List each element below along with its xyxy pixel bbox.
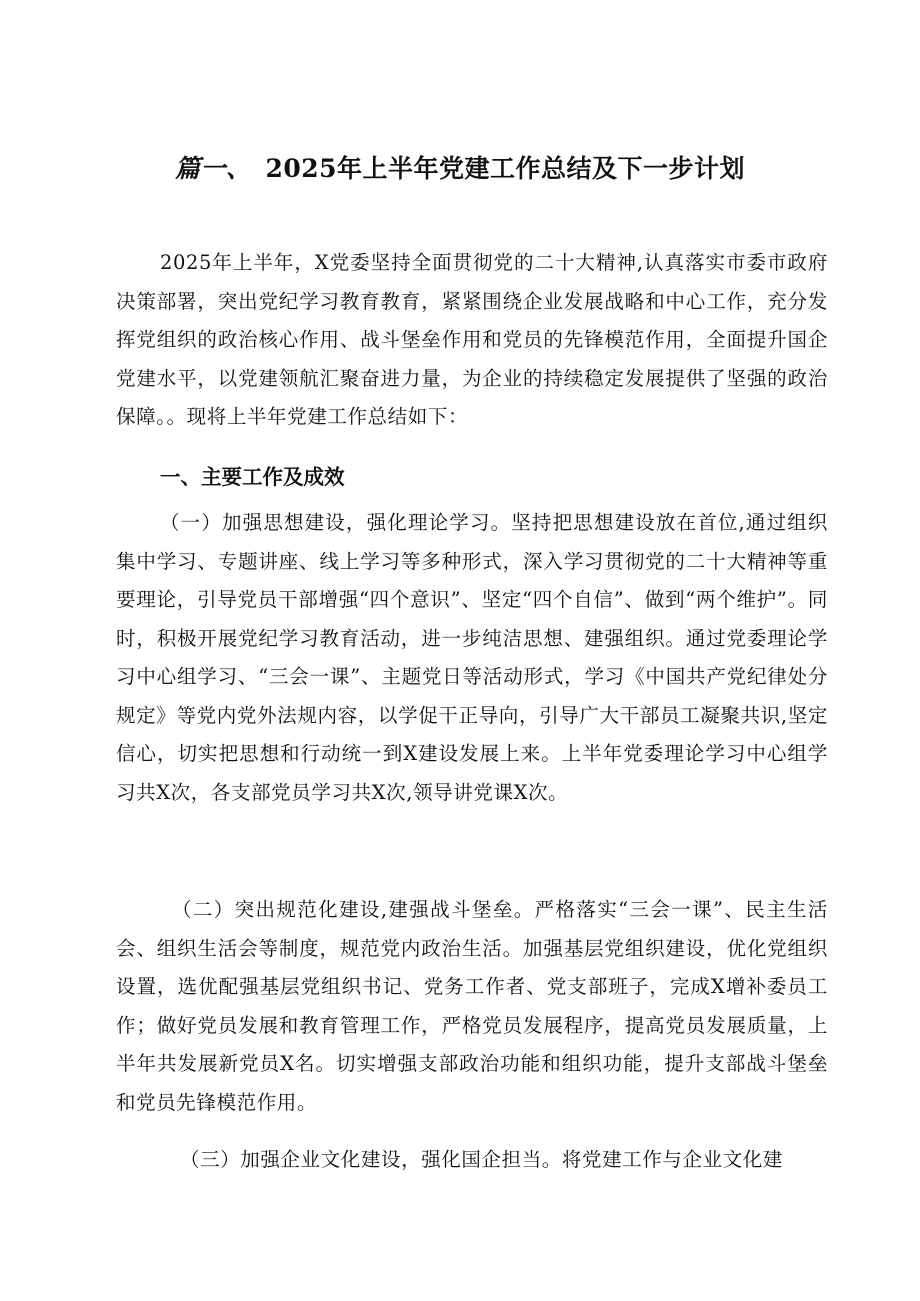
title-text: 2025年上半年党建工作总结及下一步计划 xyxy=(265,154,746,183)
intro-paragraph: 2025年上半年，X党委坚持全面贯彻党的二十大精神,认真落实市委市政府决策部署，突出党纪学习教育教育，紧紧围绕企业发展战略和中心工作，充分发挥党组织的政治核心作用、战斗堡垒作用和党员的先锋模范作用，全面提升国企党建水平，以党建领航汇聚奋进力量，为企业的持续稳定发展提供了坚强的政治保障。。现将上半年党建工作总结如下： xyxy=(116,251,828,428)
document-title xyxy=(0,152,920,186)
paragraph-item-3: （三）加强企业文化建设，强化国企担当。将党建工作与企业文化建 xyxy=(180,1148,784,1171)
paragraph-item-1: （一）加强思想建设，强化理论学习。坚持把思想建设放在首位,通过组织集中学习、专题讲座、线上学习等多种形式，深入学习贯彻党的二十大精神等重要理论，引导党员干部增强“四个意识”、坚定“四个自信”、做到“两个维护”。同时，积极开展党纪学习教育活动，进一步纯洁思想、建强组织。通过党委理论学习中心组学习、“三会一课”、主题党日等活动形式，学习《中国共产党纪律处分规定》等党内党外法规内容，以学促干正导向，引导广大干部员工凝聚共识,坚定信心，切实把思想和行动统一到X建设发展上来。上半年党委理论学习中心组学习共X次，各支部党员学习共X次,领导讲党课X次。 xyxy=(116,511,828,804)
paragraph-item-2: （二）突出规范化建设,建强战斗堡垒。严格落实“三会一课”、民主生活会、组织生活会等制度，规范党内政治生活。加强基层党组织建设，优化党组织设置，选优配强基层党组织书记、党务工作者、党支部班子，完成X增补委员工作；做好党员发展和教育管理工作，严格党员发展程序，提高党员发展质量，上半年共发展新党员X名。切实增强支部政治功能和组织功能，提升支部战斗堡垒和党员先锋模范作用。 xyxy=(116,898,828,1114)
title-prefix: 篇一、 xyxy=(174,154,252,183)
section-heading: 一、主要工作及成效 xyxy=(160,465,345,489)
